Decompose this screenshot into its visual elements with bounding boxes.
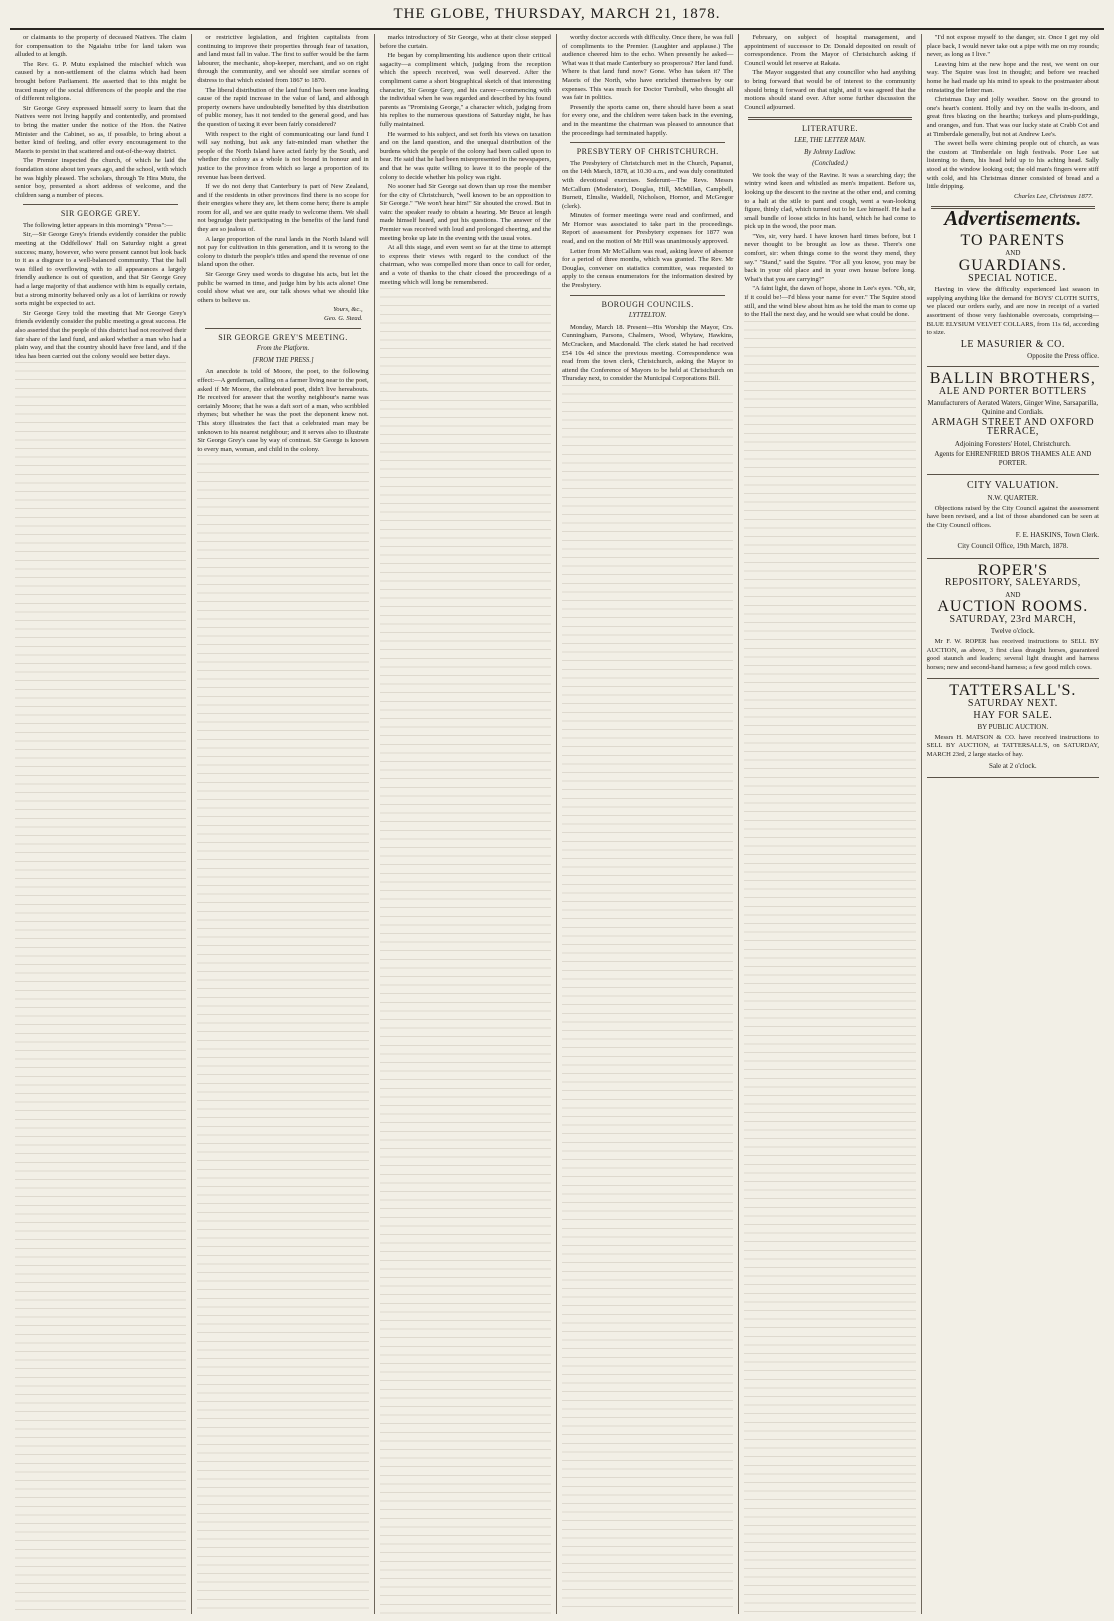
article-paragraph: The Rev. G. P. Mutu explained the mischief which was caused by a non-settlement of the claims which had been brought before Parliament. He asserted that to this might be traced many of the social differences of the people and the rise of different religions. — [15, 60, 187, 103]
ad-parents-guardians — [927, 229, 1099, 367]
article-paragraph: Leaving him at the new hope and the rest, we went on our way. The Squire was lost in thought; and before we reached home he had made up his mind to speak to the postmaster about reinstating the letter man. — [926, 60, 1099, 94]
ad-headline: ROPER'S — [977, 561, 1048, 579]
article-heading: BOROUGH COUNCILS. — [601, 299, 694, 309]
article-paragraph: worthy doctor accords with difficulty. Once there, he was full of compliments to the Premier. (Laughter and applause.) The audience cheered him to the echo. When presently he asked—What was it that made Canterbury so prosperous? Her land fund. Where is that land fund now? Gone. Who has taken it? The Maoris of the North, who have enriched themselves by our expenses. This was much for Doctor Turnbull, who thought all was fair in politics. — [561, 34, 734, 102]
ad-tattersalls — [927, 679, 1099, 778]
article-paragraph: The Premier inspected the church, of which he laid the foundation stone about ten years ago, and the school, with which he was highly pleased. The scholars, through Te Hira Mutu, the senior boy, presented a short address of welcome, and the children sang a number of pieces. — [15, 157, 187, 199]
text-continuation — [744, 321, 915, 1614]
ad-body: Having in view the difficulty experienced last season in supplying anything like the demand for BOYS' CLOTH SUITS, we placed our orders early, and are now in receipt of a varied assortment of those very fashionable overcoats, comprising—BLUE ELYSIUM VELVET COLLARS, from 11s 6d, according to size. — [926, 286, 1099, 337]
article-paragraph: Sir George Grey expressed himself sorry to learn that the Natives were not living happily and contentedly, and promised to bring the matter under the notice of the Hon. the Native Minister and the Cabinet, so as, if possible, to bring about a better kind of feeling, and offer every encouragement to the Maoris to persist in that scattered and out-of-the-way district. — [15, 104, 187, 155]
ad-headline: TO PARENTS — [960, 231, 1066, 249]
article-paragraph: We took the way of the Ravine. It was a searching day; the wintry wind keen and whistled as men's impatient. Before us, looking up the descent to the ravine at the other end, and coming to a halt at the stile to pant and cough, went a wan-looking figure, thinly clad, which turned out to be Lee himself. He had a small bundle of loose sticks in his hand, which he had come to pick up in the wood, the poor man. — [744, 171, 916, 231]
article-paragraph: "A faint light, the dawn of hope, shone in Lee's eyes. "Oh, sir, if it could be!—I'd bless your name for ever." The Squire stood still, and the wind blew about him as he told the man to come up to the Hall the next day, and he would see what could be done. — [744, 285, 916, 319]
ad-time: Twelve o'clock. — [990, 627, 1035, 636]
ad-line: BY PUBLIC AUCTION. — [977, 723, 1049, 732]
article-paragraph: Minutes of former meetings were read and confirmed, and Mr Hornor was associated to take part in the proceedings. Report of assessment for Presbytery expenses for 1877 was read, and on the motion of Mr Hill was unanimously approved. — [561, 212, 734, 246]
text-continuation — [380, 288, 551, 1614]
article-paragraph: Monday, March 18. Present—His Worship the Mayor, Crs. Cunningham, Parsons, Chalmers, Wood, Whytaw, Hawkins, McCracken, and Macdonald. The clerk stated he had received £54 10s 4d since the previous meeting. Correspondence was read from the town clerk, Christchurch, asking the Mayor to attend the Conference of Mayors to be held at Christchurch on Thursday next, to consider the Municipal Corporations Bill. — [561, 323, 734, 383]
ad-headline: GUARDIANS. — [958, 257, 1067, 275]
article-subheading: From the Platform. — [256, 345, 310, 353]
ad-headline: CITY VALUATION. — [966, 480, 1059, 492]
ad-ropers — [927, 559, 1099, 680]
ad-ballin-brothers — [927, 367, 1099, 475]
signature: Yours, &c., — [333, 306, 363, 314]
ad-date: SATURDAY, 23rd MARCH, — [949, 613, 1077, 625]
article-subheading: LEE, THE LETTER MAN. — [794, 136, 866, 144]
text-continuation — [15, 362, 186, 1614]
divider — [205, 328, 360, 329]
signature: Geo. G. Stead. — [324, 315, 363, 322]
ad-body: Mr F. W. ROPER has received instructions to SELL BY AUCTION, as above, 3 first class draught horses, guaranteed good staunch and leaders; several light draught and harness horses; new and second-hand harness; a few good milch cows. — [926, 638, 1099, 671]
ad-line: Manufacturers of Aerated Waters, Ginger Wine, Sarsaparilla, Quinine and Cordials. — [927, 399, 1099, 416]
ad-subheadline: REPOSITORY, SALEYARDS, — [944, 577, 1081, 589]
double-divider — [748, 117, 911, 120]
article-paragraph: He warmed to his subject, and set forth his views on taxation and on the land question, and the unequal distribution of the burdens which the people of the colony had been called upon to bear. He said that he had been misrepresented in the newspapers, and that he was quite willing to leave it to the people of the colony to decide whether his policy was right. — [379, 130, 551, 181]
article-heading: SIR GEORGE GREY'S MEETING. — [218, 332, 348, 342]
ad-line: Adjoining Foresters' Hotel, Christchurch. — [954, 439, 1071, 448]
columns — [10, 34, 1104, 1614]
ad-address: ARMAGH STREET AND OXFORD TERRACE, — [931, 417, 1095, 437]
article-paragraph: The Presbytery of Christchurch met in the Church, Papanui, on the 14th March, 1878, at 10.30 a.m., and was duly constituted with devotional exercises. Sederunt—The Revs. Messrs McCallum (Moderator), Douglas, Hill, McMillan, Campbell, Burnett, Elmslie, Waddell, Nicholson, Hornor, and McGregor (clerk). — [561, 159, 734, 210]
article-paragraph: Sir George Grey told the meeting that Mr George Grey's friends evidently consider the public meeting a great success. He also asserted that the people of this district had not received their fair share of the land fund, and asked whether a man who had a plain way, and that the country should have free land, and if the idea has been carried out the colony would see better days. — [15, 309, 187, 360]
article-paragraph: The following letter appears in this morning's "Press":— — [23, 221, 173, 229]
article-paragraph: The sweet bells were chiming people out of church, as was the custom at Timberdale on high festivals. Poor Lee sat listening to them, his head held up to his aching head. Sally stood at the window looking out; the old man's fingers were stiff with cold, and his Christmas dinner consisted of bread and a little dripping. — [926, 140, 1099, 191]
ad-line: AND — [1005, 249, 1021, 258]
article-paragraph: "I'd not expose myself to the danger, sir. Once I get my old place back, I would never take out a pipe with me on my rounds; never, as long as I live." — [926, 34, 1099, 59]
ad-headline: BALLIN BROTHERS, — [929, 370, 1096, 387]
article-paragraph: Presently the sports came on, there should have been a seat for every one, and the children were taken back in the evening, and in the meantime the chairman was pleased to announce that the proceedings had terminated happily. — [561, 103, 734, 137]
ad-firm: LE MASURIER & CO. — [960, 338, 1065, 350]
advertisements-heading: Advertisements. — [944, 206, 1082, 231]
article-paragraph: Sir George Grey used words to disguise his acts, but let the public be warned in time, and judge him by his acts alone! One could show what we are, our talk shows what we should like others to believe us. — [197, 271, 369, 304]
article-paragraph: He began by complimenting his audience upon their critical sagacity—a compliment which, judging from the reception which the speech received, was well deserved. After the compliment came a short biographical sketch of that interesting character, Sir George Grey, and his career—commencing with the individual when he was regarded and described by his found parents as "Promising George," a character which, judging from his replies to the numerous questions of Saturday night, he has fully maintained. — [379, 52, 551, 128]
text-continuation — [562, 385, 733, 1614]
text-continuation — [197, 455, 368, 1614]
column-5 — [739, 34, 921, 1614]
article-byline: By Johnny Ludlow. — [804, 148, 856, 156]
ad-subheadline: ALE AND PORTER BOTTLERS — [938, 385, 1087, 397]
article-paragraph: marks introductory of Sir George, who at their close stepped before the curtain. — [379, 34, 551, 50]
article-paragraph: A large proportion of the rural lands in the North Island will not pay for cultivation in this generation, and it is wrong to the colony to disturb the people's titles and spend the revenue of one island upon the other. — [197, 235, 369, 269]
article-paragraph: No sooner had Sir George sat down than up rose the member for the city of Christchurch, "well known to be an opposition to Sir George." "We won't hear him!" Sir shouted the crowd. But in vain: the speaker ready to obtain a hearing. Mr Bruce at length made himself heard, and put his questions. The answer of the Premier was received with loud and prolonged cheering, and the meeting broke up late in the evening with the usual votes. — [379, 183, 551, 242]
article-paragraph: With respect to the right of communicating our land fund I will say nothing, but ask any fair-minded man whether the people of the North Island have acted fairly by the South, and whether the colony as a whole is not bound in honour and in justice to the province from which so large a proportion of its revenue has been derived. — [197, 130, 369, 181]
divider — [570, 295, 725, 296]
masthead-title: THE GLOBE, THURSDAY, MARCH 21, 1878. — [393, 6, 721, 22]
article-paragraph: "Yes, sir, very hard. I have known hard times before, but I never thought to be brought as low as these. There's one comfort, sir: when things come to the worst they mend, they say." "Stand," said the Squire. "For all you know, you may be back in your old place and in your own house before long. What's that you are carrying?" — [744, 232, 916, 283]
article-paragraph: An anecdote is told of Moore, the poet, to the following effect:—A gentleman, calling on a farmer living near to the poet, asked if Mr Moore, the celebrated poet, didn't live hereabouts. He received for answer that the worthy neighbour's name was certainly Moore; that he was a daft sort of a man, who scribbled rhymes; but whether he was the poet the deponent knew not. This story illustrates the fact that a celebrated man may be unknown to his nearest neighbour; and it serves also to illustrate Sir George Grey's case by way of contrast. Sir George is known to every man, woman, and child in the colony. — [197, 368, 369, 453]
divider — [23, 204, 178, 205]
ad-subheadline: HAY FOR SALE. — [973, 709, 1053, 721]
divider — [570, 142, 725, 143]
ad-date: City Council Office, 19th March, 1878. — [957, 541, 1069, 550]
article-note: (Concluded.) — [812, 160, 848, 168]
article-paragraph: At all this stage, and even went so far at the time to attempt to express their views with regard to the conduct of the chairman, who was compelled more than once to call for order, and a vote of thanks to the chair closed the proceedings of a meeting which will long be remembered. — [379, 244, 551, 286]
masthead — [10, 6, 1104, 30]
ad-city-valuation — [927, 475, 1099, 558]
signature: Charles Lee, Christmas 1877. — [1014, 192, 1093, 200]
article-paragraph: or restrictive legislation, and frighten capitalists from continuing to improve their properties through fear of taxation, and land must fall in value. The first to suffer would be the farm labourer, the mechanic, shop-keeper, merchant, and so on right through the community, and we should see similar scenes of distress to that which existed from 1867 to 1870. — [197, 34, 369, 84]
ad-signature: F. E. HASKINS, Town Clerk. — [1015, 531, 1099, 540]
column-1 — [10, 34, 192, 1614]
article-heading: SIR GEORGE GREY. — [60, 209, 141, 219]
ad-body: Messrs H. MATSON & CO. have received instructions to SELL BY AUCTION, at TATTERSALL'S, on SATURDAY, MARCH 23rd, 2 large stacks of hay. — [926, 733, 1099, 758]
article-paragraph: The Mayor suggested that any councillor who had anything to bring forward that would be of interest to the community should bring it forward on that night, and it was agreed that the motions should stand over. After some further discussion the Council adjourned. — [744, 69, 916, 111]
ad-subheadline: SATURDAY NEXT. — [967, 698, 1058, 710]
article-paragraph: If we do not deny that Canterbury is part of New Zealand, and if the residents in other provinces find there is no scope for their energies where they are, let them come here; there is ample room for all, and we are quite ready to welcome them. We shall not begrudge their participating in the benefits of the land fund they are so jealous of. — [197, 183, 369, 234]
article-paragraph: The liberal distribution of the land fund has been one leading cause of the rapid increase in the value of land, and although property owners have undoubtedly benefited by this distribution of public money, has it not tended to the general good, and has the question of taxing it ever been fairly considered? — [197, 86, 369, 128]
column-4 — [557, 34, 739, 1614]
article-source: [FROM THE PRESS.] — [252, 356, 314, 364]
article-paragraph: Letter from Mr McCallum was read, asking leave of absence for a period of three months, which was granted. The Rev. Mr Douglas, convener on statistics committee, was requested to apply to the census enumerators for the information desired by the Presbytery. — [561, 247, 734, 290]
article-paragraph: Sir,—Sir George Grey's friends evidently consider the public meeting at the Oddfellows' Hall on Saturday night a great success; many, however, who were present cannot but look back to it as a disgrace to a well-balanced community. That the hall was filled to overflowing with to all appearances a largely friendly audience is out of question, and that Sir George Grey had a large majority of that audience with him is equally certain, but a strong minority behaved only as a lot of larrikins or rowdy sorts might be expected to act. — [15, 231, 187, 308]
ad-body: Objections raised by the City Council against the assessment have been revised, and a list of those abandoned can be seen at the City Council offices. — [926, 504, 1099, 529]
ad-time: Sale at 2 o'clock. — [989, 761, 1037, 770]
article-paragraph: or claimants to the property of deceased Natives. The claim for compensation to the Ngaiahu tribe for land taken was alluded to at length. — [15, 34, 187, 59]
ad-subheadline: N.W. QUARTER. — [987, 493, 1039, 502]
ad-address: Opposite the Press office. — [1027, 352, 1099, 361]
article-paragraph: February, on subject of hospital management, and appointment of successor to Dr. Donald deposited on result of correspondence. From the Mayor of Christchurch asking if Council would let reserve at Rakaia. — [744, 34, 916, 67]
column-2 — [192, 34, 374, 1614]
article-heading: LITERATURE. — [802, 124, 858, 134]
ad-line: AND — [1005, 590, 1021, 599]
article-heading: PRESBYTERY OF CHRISTCHURCH. — [576, 147, 719, 157]
ad-line: Agents for EHRENFRIED BROS THAMES ALE AND PORTER. — [934, 450, 1092, 467]
article-paragraph: Christmas Day and jolly weather. Snow on the ground to one's heart's content. Holly and ivy on the walls in-doors, and great fires blazing on the hearths; turkeys and plum-puddings, and oranges, and fun. That was our lucky state at Crabb Cot and at Timberdale generally, but not at Andrew Lee's. — [926, 96, 1099, 138]
ad-subheadline: SPECIAL NOTICE. — [968, 272, 1058, 284]
column-3 — [375, 34, 557, 1614]
ad-headline: AUCTION ROOMS. — [937, 598, 1089, 616]
article-subheading: LYTTELTON. — [628, 312, 667, 320]
ad-headline: TATTERSALL'S. — [949, 682, 1077, 700]
column-6 — [922, 34, 1104, 1614]
